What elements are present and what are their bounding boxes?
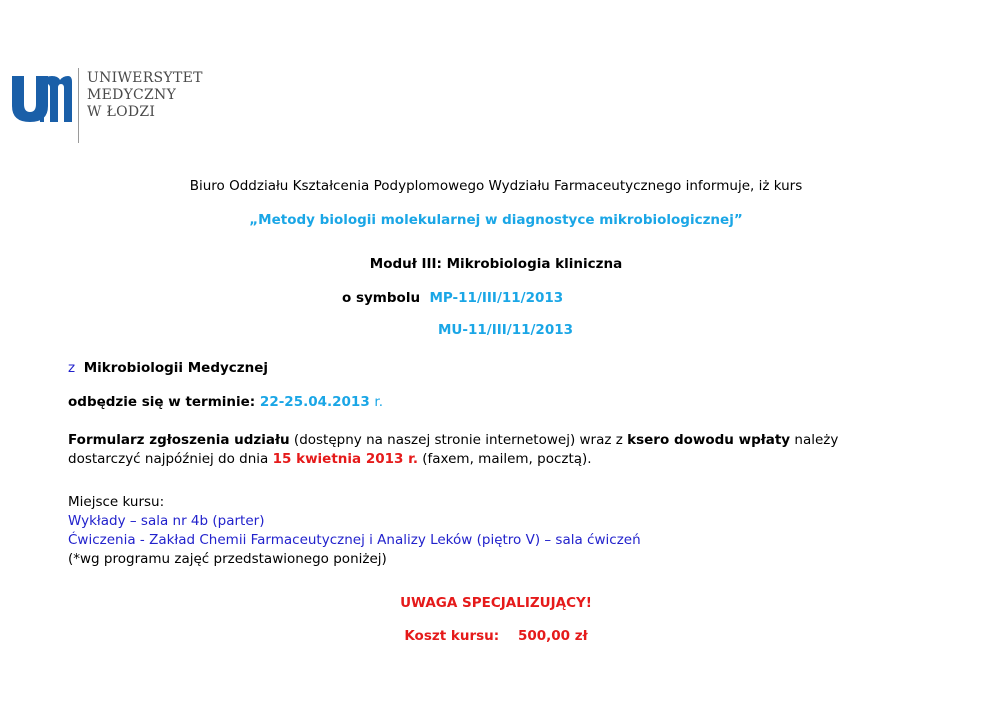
department-line [68, 360, 268, 376]
symbol-code-1: MP-11/III/11/2013 [429, 290, 564, 306]
symbol-line [342, 290, 563, 306]
cost-value: 500,00 zł [517, 628, 588, 644]
term-label: odbędzie się w terminie: [68, 394, 256, 410]
module-title: Moduł III: Mikrobiologia kliniczna [369, 256, 623, 272]
intro-text: Biuro Oddziału Kształcenia Podyplomowego Wydziału Farmaceutycznego informuje, iż kurs [189, 178, 803, 194]
form-bold-2: ksero dowodu wpłaty [627, 432, 791, 448]
department-name: Mikrobiologii Medycznej [83, 360, 269, 376]
form-deadline: 15 kwietnia 2013 r. [272, 451, 418, 467]
um-logo-icon [10, 68, 72, 124]
term-dates: 22-25.04.2013 [259, 394, 370, 410]
form-line-1 [68, 432, 838, 448]
symbol-label: o symbolu [342, 290, 421, 306]
logo-text [87, 68, 203, 121]
university-logo [10, 68, 203, 143]
place-note: (*wg programu zajęć przedstawionego poniżej) [68, 551, 387, 567]
course-title: „Metody biologii molekularnej w diagnostyce mikrobiologicznej” [249, 212, 743, 228]
place-label: Miejsce kursu: [68, 494, 165, 510]
form-line-2 [68, 451, 592, 467]
logo-line-1: UNIWERSYTET [87, 70, 203, 86]
form-text-2: należy [790, 432, 839, 448]
term-suffix: r. [374, 394, 384, 410]
cost-line [0, 628, 992, 644]
form-bold-1: Formularz zgłoszenia udziału [68, 432, 290, 448]
place-exercises: Ćwiczenia - Zakład Chemii Farmaceutycznej i Analizy Leków (piętro V) – sala ćwiczeń [68, 532, 641, 548]
term-line [68, 394, 383, 410]
department-prefix: z [68, 360, 76, 376]
logo-divider [78, 68, 79, 143]
warning-text: UWAGA SPECJALIZUJĄCY! [400, 595, 592, 611]
cost-label: Koszt kursu: [404, 628, 500, 644]
logo-line-3: W ŁODZI [87, 104, 156, 120]
form-line2-prefix: dostarczyć najpóźniej do dnia [68, 451, 273, 467]
symbol-code-2: MU-11/III/11/2013 [438, 322, 574, 338]
place-lectures: Wykłady – sala nr 4b (parter) [68, 513, 265, 529]
logo-line-2: MEDYCZNY [87, 87, 177, 103]
form-text-1: (dostępny na naszej stronie internetowej) wraz z [289, 432, 628, 448]
form-line2-suffix: (faxem, mailem, pocztą). [417, 451, 592, 467]
